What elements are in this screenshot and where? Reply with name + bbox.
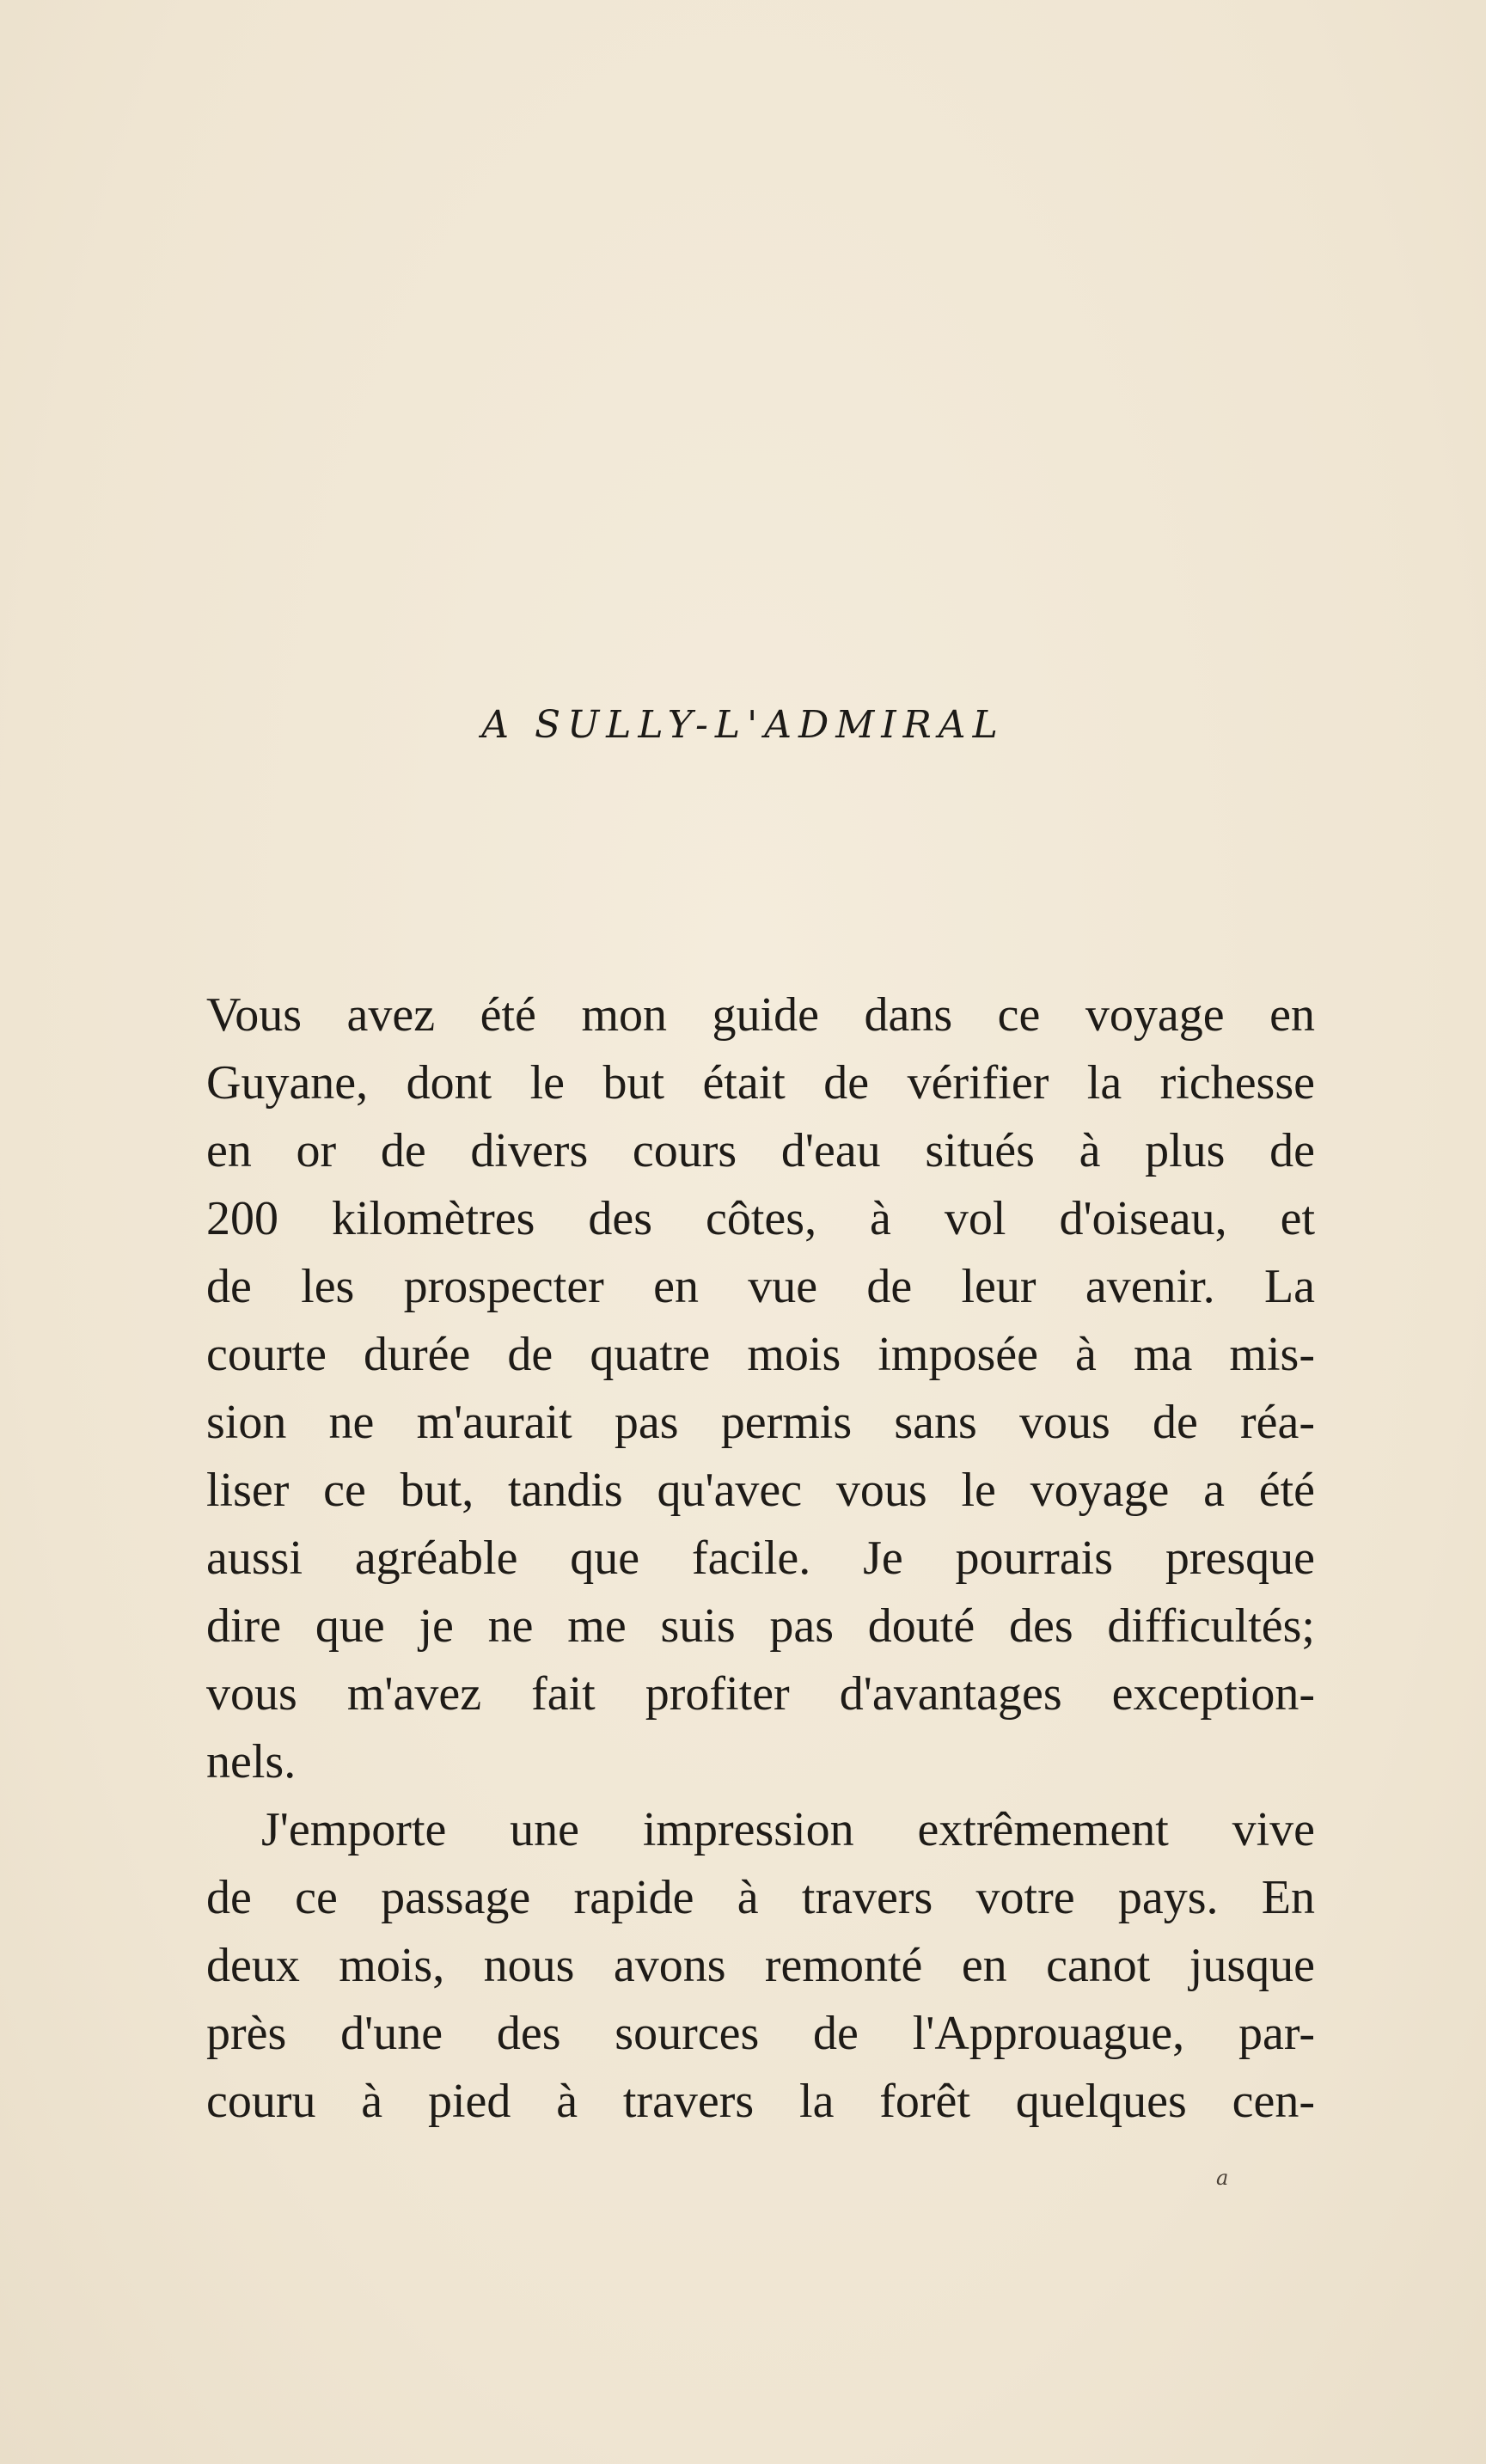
text-line: dire que je ne me suis pas douté des difficultés; — [206, 1599, 1315, 1653]
dedication-heading: A SULLY-L'ADMIRAL — [481, 703, 1005, 747]
text-line: en or de divers cours d'eau situés à plus de — [206, 1124, 1315, 1177]
text-line: deux mois, nous avons remonté en canot jusque — [206, 1939, 1315, 1992]
signature-mark: a — [1216, 2166, 1229, 2190]
text-line: nels. — [206, 1735, 297, 1788]
text-line: près d'une des sources de l'Approuague, par- — [206, 2007, 1315, 2060]
text-line: liser ce but, tandis qu'avec vous le voyage a été — [206, 1464, 1315, 1517]
text-line: aussi agréable que facile. Je pourrais presque — [206, 1532, 1315, 1585]
text-line: couru à pied à travers la forêt quelques cen- — [206, 2075, 1315, 2128]
text-line: de les prospecter en vue de leur avenir. La — [206, 1260, 1315, 1313]
text-line: J'emporte une impression extrêmement vive — [261, 1803, 1315, 1856]
text-line: 200 kilomètres des côtes, à vol d'oiseau, et — [206, 1192, 1315, 1245]
text-line: de ce passage rapide à travers votre pays. En — [206, 1871, 1315, 1924]
text-line: Guyane, dont le but était de vérifier la richesse — [206, 1056, 1315, 1110]
text-line: Vous avez été mon guide dans ce voyage en — [206, 988, 1315, 1042]
text-line: vous m'avez fait profiter d'avantages exception- — [206, 1667, 1315, 1721]
body-text — [206, 981, 1315, 2136]
text-line: sion ne m'aurait pas permis sans vous de réa- — [206, 1396, 1315, 1449]
text-line: courte durée de quatre mois imposée à ma mis- — [206, 1328, 1315, 1381]
